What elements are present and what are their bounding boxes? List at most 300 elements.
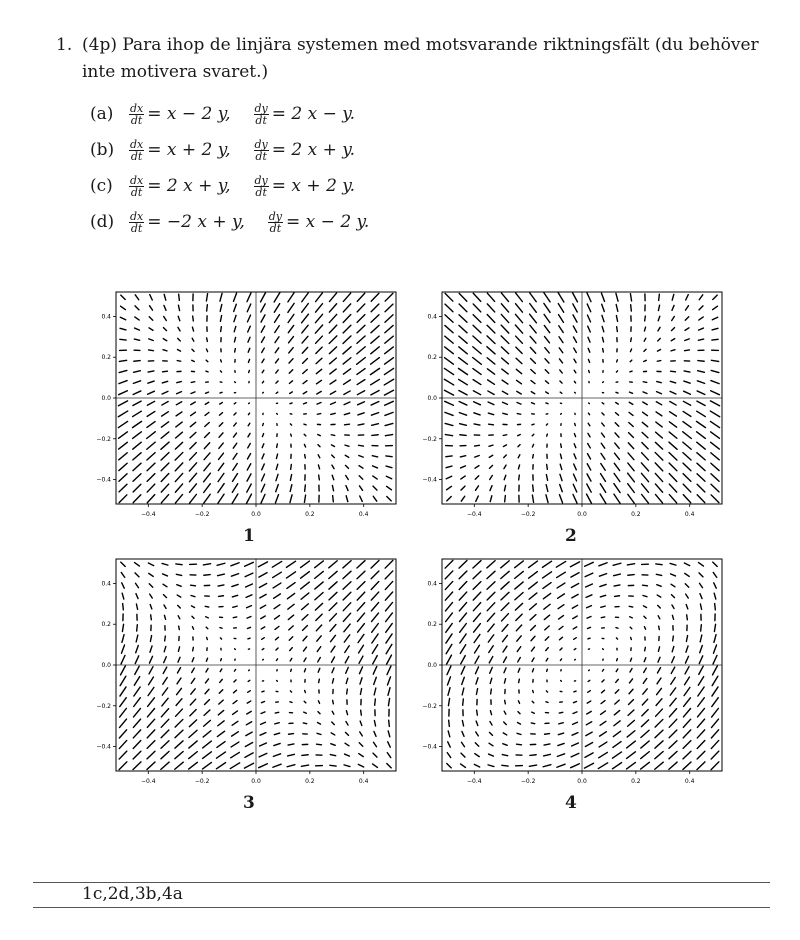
direction-arrow [487, 347, 495, 354]
direction-arrow [655, 730, 663, 738]
direction-arrow [602, 413, 604, 415]
direction-arrow [473, 582, 481, 590]
direction-arrow [315, 561, 324, 568]
direction-arrow [641, 473, 648, 481]
direction-arrow [331, 635, 336, 641]
direction-arrow [332, 722, 335, 725]
direction-arrow [447, 655, 452, 664]
direction-arrow [711, 370, 719, 372]
direction-arrow [560, 454, 561, 458]
x-tick-label: −0.4 [467, 511, 482, 518]
x-tick-label: −0.4 [467, 778, 482, 785]
direction-arrow [191, 402, 195, 405]
direction-arrow [248, 638, 250, 639]
direction-arrow [374, 677, 377, 684]
direction-arrow [557, 754, 564, 757]
direction-arrow [147, 463, 155, 471]
direction-arrow [533, 690, 534, 692]
direction-arrow [123, 604, 124, 610]
direction-arrow [711, 495, 719, 503]
direction-arrow [585, 743, 592, 747]
direction-arrow [135, 295, 139, 300]
direction-arrow [559, 326, 563, 333]
direction-arrow [488, 635, 493, 642]
direction-arrow [161, 484, 168, 492]
direction-arrow [118, 401, 127, 406]
direction-arrow [205, 392, 208, 393]
direction-arrow [262, 691, 264, 692]
direction-arrow [447, 677, 450, 685]
direction-arrow [357, 347, 365, 354]
direction-arrow [248, 359, 249, 362]
direction-arrow [148, 563, 153, 566]
direction-arrow [615, 443, 619, 448]
direction-arrow [275, 616, 280, 620]
direction-arrow [616, 669, 618, 672]
direction-arrow [163, 328, 166, 331]
direction-arrow [518, 465, 519, 469]
direction-arrow [531, 392, 535, 394]
direction-arrow [232, 721, 238, 725]
direction-arrow [329, 582, 337, 589]
direction-arrow [330, 765, 336, 766]
direction-arrow [519, 475, 520, 480]
direction-arrow [301, 765, 308, 766]
direction-arrow [475, 656, 479, 663]
direction-arrow [329, 571, 337, 578]
direction-arrow [387, 763, 391, 767]
direction-arrow [616, 371, 617, 372]
direction-arrow [573, 293, 578, 302]
direction-arrow [600, 494, 606, 503]
direction-arrow [346, 496, 348, 502]
direction-arrow [530, 755, 536, 756]
direction-arrow [329, 304, 336, 312]
direction-arrow [357, 380, 365, 385]
direction-arrow [573, 702, 576, 703]
direction-arrow [714, 593, 716, 599]
direction-arrow [385, 401, 394, 405]
direction-arrow [163, 595, 166, 598]
direction-arrow [672, 294, 674, 300]
direction-arrow [149, 677, 154, 685]
direction-arrow [147, 474, 155, 482]
direction-arrow [503, 435, 507, 436]
direction-arrow [218, 710, 223, 714]
direction-arrow [601, 701, 605, 704]
x-tick-label: −0.2 [520, 778, 536, 785]
direction-arrow [587, 454, 590, 459]
direction-arrow [700, 645, 703, 652]
direction-arrow [588, 680, 590, 681]
direction-arrow [316, 358, 322, 363]
direction-arrow [588, 326, 591, 332]
direction-arrow [587, 315, 590, 322]
direction-arrow [614, 473, 620, 481]
direction-arrow [219, 433, 223, 437]
direction-arrow [501, 347, 508, 354]
direction-arrow [546, 392, 549, 394]
direction-arrow [346, 476, 349, 480]
direction-arrow [151, 615, 152, 620]
direction-arrow [671, 339, 675, 341]
direction-arrow [161, 453, 169, 461]
direction-arrow [699, 317, 703, 320]
direction-arrow [685, 656, 688, 663]
direction-arrow [489, 657, 493, 663]
direction-arrow [164, 294, 166, 300]
direction-arrow [672, 657, 675, 663]
direction-arrow [120, 317, 125, 320]
direction-arrow [289, 370, 293, 374]
direction-arrow [315, 571, 324, 578]
direction-arrow [490, 486, 492, 491]
equation-x-rhs: = −2 x + y, [147, 212, 245, 232]
direction-arrow [119, 484, 127, 492]
direction-arrow [557, 572, 566, 577]
direction-arrow [445, 293, 453, 301]
direction-arrow [445, 336, 453, 343]
direction-arrow [204, 443, 209, 449]
x-tick-label: −0.4 [141, 511, 156, 518]
direction-arrow [655, 463, 663, 471]
direction-arrow [671, 371, 676, 372]
direction-arrow [644, 338, 646, 341]
direction-arrow [359, 476, 363, 480]
direction-arrow [273, 754, 280, 757]
direction-arrow [685, 667, 689, 674]
direction-arrow [641, 752, 650, 759]
direction-arrow [287, 593, 294, 598]
direction-arrow [345, 646, 349, 653]
direction-arrow [613, 731, 620, 736]
direction-arrow [119, 495, 127, 503]
direction-arrow [191, 678, 195, 683]
direction-arrow [164, 317, 167, 321]
direction-arrow [372, 613, 379, 622]
direction-arrow [627, 752, 636, 759]
derivative-dx-dt: $\frac{dx}{dt}$ [130, 209, 144, 235]
direction-arrow [518, 712, 520, 714]
direction-arrow [502, 755, 507, 756]
direction-arrow [600, 732, 607, 736]
direction-arrow [459, 379, 468, 384]
direction-arrow [502, 369, 508, 374]
direction-arrow [475, 445, 480, 446]
direction-field-plot [88, 286, 408, 518]
direction-arrow [656, 564, 662, 565]
direction-arrow [316, 304, 323, 313]
direction-arrow [357, 571, 365, 579]
direction-arrow [544, 754, 551, 756]
direction-arrow [629, 402, 633, 404]
direction-arrow [133, 411, 142, 416]
direction-arrow [133, 432, 142, 439]
direction-arrow [518, 435, 521, 436]
direction-arrow [657, 688, 662, 694]
direction-arrow [359, 486, 362, 490]
direction-arrow [331, 402, 336, 404]
direction-arrow [561, 414, 562, 415]
direction-field-plot [88, 553, 408, 785]
x-tick-label: 0.2 [305, 511, 315, 518]
direction-arrow [516, 358, 522, 363]
direction-arrow [136, 594, 138, 599]
direction-arrow [655, 741, 663, 748]
direction-arrow [473, 347, 481, 354]
direction-arrow [656, 699, 662, 706]
direction-arrow [628, 720, 635, 726]
direction-arrow [459, 413, 466, 416]
direction-arrow [286, 572, 295, 578]
direction-arrow [121, 645, 124, 653]
direction-arrow [162, 402, 168, 406]
direction-arrow [329, 336, 337, 344]
direction-arrow [488, 391, 494, 395]
y-tick-label: 0.0 [427, 395, 437, 402]
direction-arrow [603, 649, 604, 650]
direction-arrow [544, 293, 550, 302]
direction-arrow [161, 442, 169, 449]
direction-arrow [629, 689, 633, 693]
direction-arrow [303, 392, 307, 394]
direction-arrow [587, 606, 592, 608]
direction-arrow [275, 626, 279, 629]
direction-arrow [231, 574, 238, 577]
direction-arrow [444, 368, 453, 374]
direction-arrow [712, 708, 719, 717]
direction-arrow [119, 719, 126, 727]
direction-arrow [233, 711, 238, 715]
direction-arrow [616, 402, 619, 404]
direction-arrow [175, 473, 182, 481]
direction-arrow [133, 484, 141, 492]
direction-arrow [491, 689, 492, 694]
direction-arrow [150, 594, 153, 598]
direction-arrow [642, 710, 648, 716]
direction-arrow [248, 326, 251, 332]
direction-arrow [699, 583, 702, 587]
direction-arrow [302, 755, 308, 756]
direction-arrow [614, 710, 619, 714]
direction-arrow [544, 325, 549, 332]
direction-arrow [560, 381, 562, 383]
direction-arrow [599, 574, 606, 577]
direction-arrow [345, 455, 349, 457]
direction-arrow [474, 413, 480, 415]
direction-arrow [190, 443, 196, 449]
direction-arrow [357, 336, 365, 343]
direction-arrow [371, 571, 379, 579]
direction-arrow [315, 603, 322, 610]
direction-arrow [556, 561, 565, 567]
direction-arrow [602, 315, 604, 321]
direction-arrow [189, 752, 198, 759]
direction-arrow [683, 442, 691, 449]
direction-arrow [120, 339, 126, 340]
direction-arrow [290, 403, 292, 404]
direction-arrow [289, 734, 294, 735]
direction-arrow [559, 637, 562, 640]
direction-arrow [488, 380, 495, 384]
direction-arrow [490, 476, 493, 480]
x-tick-label: 0.4 [358, 511, 369, 518]
direction-arrow [371, 358, 380, 365]
direction-arrow [601, 453, 605, 459]
direction-arrow [245, 753, 253, 757]
direction-arrow [670, 563, 676, 565]
direction-arrow [445, 401, 454, 405]
direction-arrow [517, 722, 520, 724]
direction-arrow [135, 328, 140, 330]
direction-arrow [504, 711, 506, 714]
direction-arrow [329, 561, 337, 568]
direction-arrow [148, 698, 155, 707]
direction-arrow [233, 617, 237, 618]
direction-arrow [147, 741, 155, 749]
direction-arrow [448, 731, 450, 737]
direction-arrow [504, 679, 505, 683]
direction-arrow [712, 698, 719, 707]
direction-arrow [357, 325, 365, 333]
direction-arrow [571, 764, 580, 768]
direction-arrow [473, 603, 480, 611]
direction-arrow [630, 371, 632, 372]
direction-arrow [501, 571, 509, 578]
direction-arrow [698, 361, 704, 362]
direction-arrow [149, 667, 153, 674]
direction-arrow [600, 584, 606, 586]
direction-arrow [530, 293, 537, 302]
direction-arrow [669, 432, 677, 438]
direction-arrow [629, 412, 633, 415]
direction-arrow [149, 584, 153, 588]
direction-arrow [588, 443, 591, 447]
direction-arrow [586, 732, 592, 736]
direction-arrow [175, 751, 183, 758]
direction-arrow [698, 339, 703, 340]
direction-arrow [247, 293, 251, 302]
direction-arrow [147, 709, 154, 717]
direction-arrow [203, 731, 211, 737]
direction-arrow [388, 742, 391, 747]
direction-arrow [557, 583, 565, 588]
direction-arrow [588, 638, 590, 639]
direction-arrow [359, 656, 363, 663]
direction-arrow [360, 721, 362, 725]
direction-arrow [389, 720, 390, 726]
direction-arrow [388, 688, 390, 696]
direction-arrow [474, 402, 481, 405]
direction-arrow [473, 391, 480, 395]
direction-arrow [261, 616, 265, 619]
direction-arrow [672, 305, 674, 310]
direction-arrow [343, 613, 350, 621]
direction-arrow [490, 678, 492, 683]
direction-arrow [371, 402, 379, 406]
direction-arrow [176, 432, 183, 438]
direction-arrow [501, 293, 508, 301]
direction-arrow [504, 485, 505, 490]
derivative-dy-dt: $\frac{dy}{dt}$ [254, 137, 268, 163]
direction-arrow [304, 424, 306, 425]
direction-arrow [573, 474, 576, 481]
equation-d [90, 204, 369, 240]
direction-arrow [331, 445, 334, 447]
direction-arrow [333, 700, 334, 704]
direction-arrow [245, 562, 254, 566]
direction-arrow [343, 325, 351, 333]
direction-arrow [711, 453, 719, 460]
direction-arrow [599, 742, 607, 747]
direction-arrow [571, 753, 579, 757]
direction-arrow [318, 657, 321, 661]
direction-arrow [207, 637, 208, 639]
direction-arrow [133, 730, 140, 738]
direction-arrow [261, 474, 264, 481]
direction-arrow [290, 658, 292, 661]
direction-arrow [504, 475, 506, 479]
direction-arrow [461, 764, 466, 768]
direction-arrow [530, 615, 536, 620]
direction-arrow [191, 689, 195, 694]
y-tick-label: 0.4 [101, 580, 111, 588]
direction-arrow [462, 721, 463, 726]
direction-arrow [133, 401, 141, 405]
direction-arrow [658, 616, 660, 619]
direction-arrow [386, 634, 392, 643]
direction-arrow [204, 463, 210, 471]
direction-arrow [574, 359, 576, 363]
direction-arrow [275, 712, 279, 713]
direction-field-2 [414, 286, 734, 518]
direction-arrow [490, 667, 493, 673]
direction-arrow [192, 338, 194, 341]
x-tick-label: 0.0 [251, 778, 261, 785]
direction-arrow [487, 325, 495, 333]
direction-arrow [150, 646, 152, 652]
direction-arrow [686, 295, 689, 300]
direction-arrow [686, 604, 688, 608]
direction-arrow [546, 475, 547, 481]
direction-arrow [487, 304, 494, 312]
direction-arrow [544, 604, 550, 609]
direction-arrow [683, 401, 690, 405]
direction-arrow [644, 360, 647, 361]
direction-arrow [643, 382, 647, 383]
direction-arrow [475, 466, 479, 469]
direction-arrow [206, 294, 207, 301]
direction-arrow [161, 719, 169, 727]
direction-arrow [643, 392, 647, 394]
direction-arrow [628, 443, 633, 449]
direction-arrow [448, 742, 451, 747]
direction-arrow [247, 711, 251, 714]
direction-arrow [288, 744, 294, 745]
direction-arrow [502, 625, 508, 632]
direction-arrow [317, 733, 321, 734]
x-tick-label: −0.2 [194, 778, 210, 785]
direction-arrow [189, 741, 197, 748]
direction-arrow [488, 413, 493, 415]
direction-arrow [149, 656, 152, 663]
direction-arrow [445, 592, 452, 600]
direction-arrow [346, 486, 348, 491]
equation-x-rhs: = x + 2 y, [147, 140, 231, 160]
direction-arrow [205, 423, 209, 427]
direction-arrow [262, 444, 264, 448]
direction-arrow [304, 712, 307, 713]
